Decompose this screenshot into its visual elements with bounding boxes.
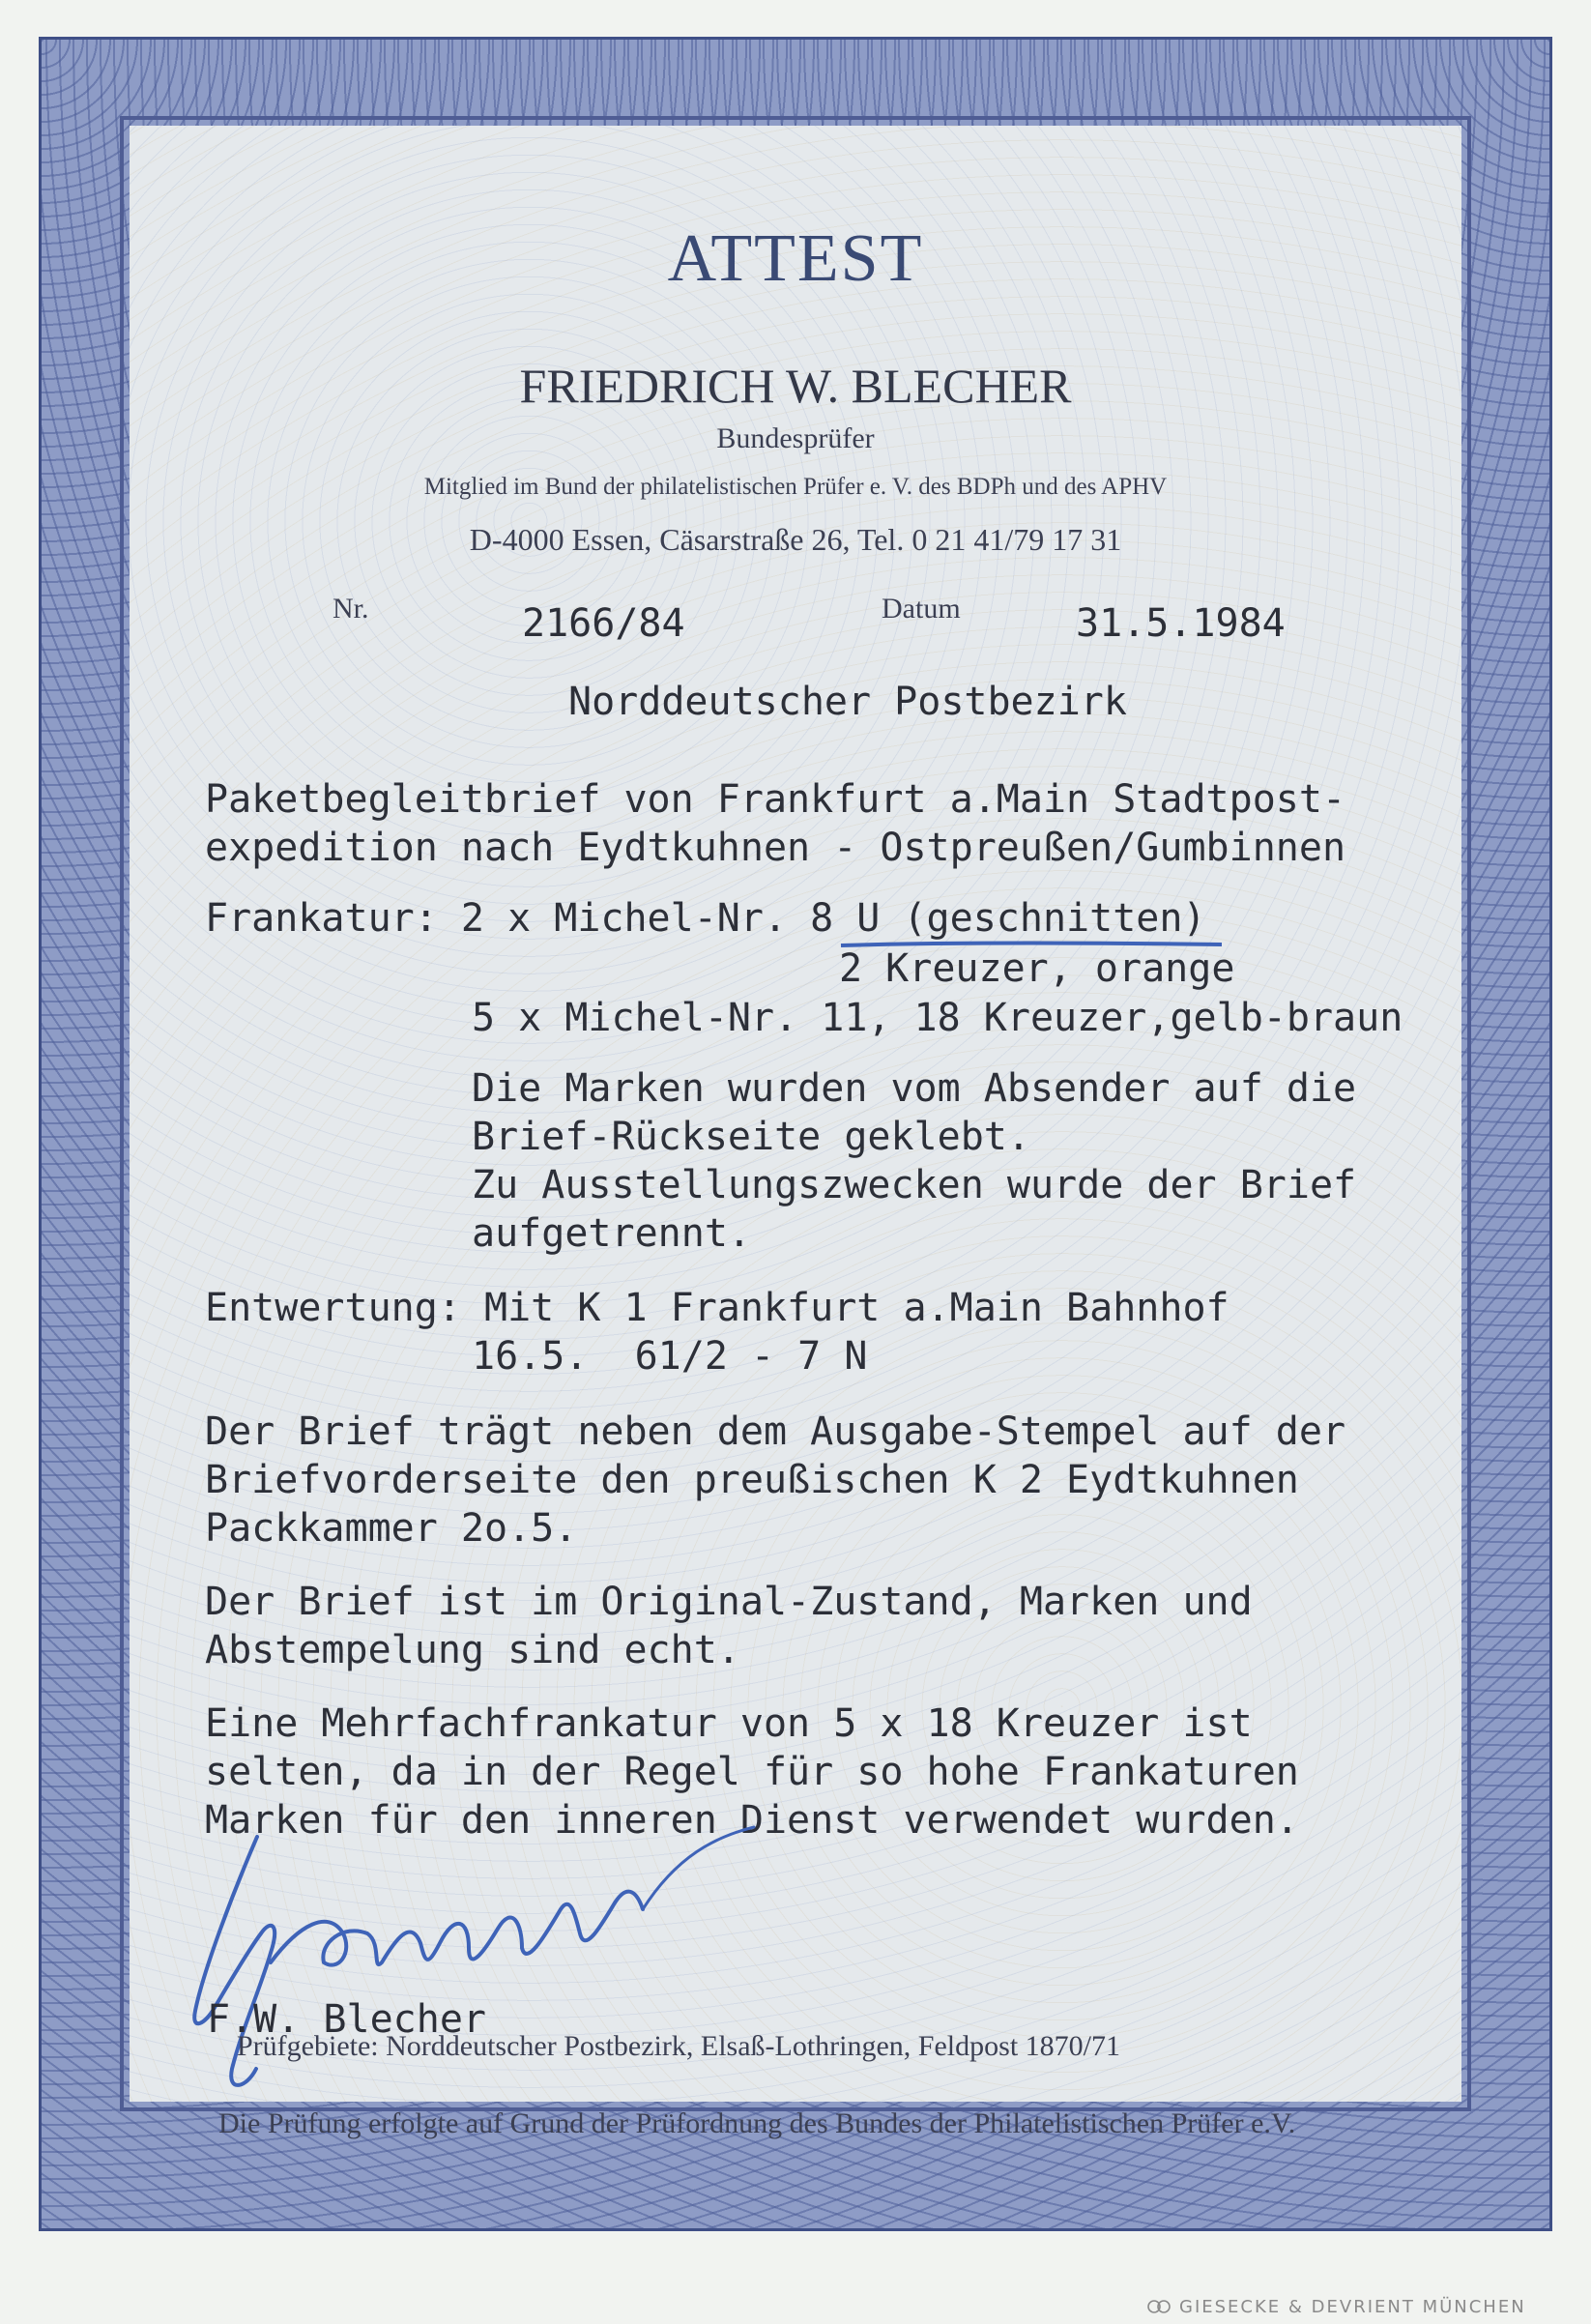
marks-note-line-1: Die Marken wurden vom Absender auf die	[472, 1066, 1357, 1111]
handwritten-signature	[174, 1817, 793, 2107]
address-line: D-4000 Essen, Cäsarstraße 26, Tel. 0 21 41/79 17 31	[469, 522, 1122, 557]
rarity-line-3: Marken für den inneren Dienst verwendet wurden.	[205, 1798, 1299, 1843]
franking-line-1: Frankatur: 2 x Michel-Nr. 8 U (geschnitten)	[205, 896, 1206, 941]
franking-line-2: 2 Kreuzer, orange	[839, 946, 1235, 991]
description-line-1: Paketbegleitbrief von Frankfurt a.Main Stadtpost-	[205, 777, 1346, 822]
front-note-line-2: Briefvorderseite den preußischen K 2 Eydtkuhnen	[205, 1458, 1299, 1502]
signature-name: F.W. Blecher	[207, 1997, 486, 2042]
cancellation-line-2: 16.5. 61/2 - 7 N	[472, 1334, 868, 1379]
marks-note-line-2: Brief-Rückseite geklebt.	[472, 1115, 1030, 1159]
examiner-name: FRIEDRICH W. BLECHER	[519, 359, 1072, 413]
certificate-title: ATTEST	[667, 221, 924, 296]
franking-line-3: 5 x Michel-Nr. 11, 18 Kreuzer,gelb-braun	[472, 996, 1403, 1040]
marks-note-line-3: Zu Ausstellungszwecken wurde der Brief	[472, 1163, 1357, 1207]
rarity-line-2: selten, da in der Regel für so hohe Frankaturen	[205, 1750, 1299, 1794]
marks-note-line-4: aufgetrennt.	[472, 1211, 751, 1256]
condition-line-2: Abstempelung sind echt.	[205, 1628, 740, 1672]
nr-value: 2166/84	[522, 601, 685, 646]
condition-line-1: Der Brief ist im Original-Zustand, Marken und	[205, 1580, 1253, 1624]
date-label: Datum	[882, 593, 961, 625]
membership-line: Mitglied im Bund der philatelistischen Prüfer e. V. des BDPh und des APHV	[423, 474, 1168, 500]
front-note-line-3: Packkammer 2o.5.	[205, 1506, 578, 1551]
examiner-role: Bundesprüfer	[716, 422, 875, 454]
front-note-line-1: Der Brief trägt neben dem Ausgabe-Stempel auf der	[205, 1409, 1346, 1454]
examination-basis: Die Prüfung erfolgte auf Grund der Prüfordnung des Bundes der Philatelistischen Prüfer e.V.	[218, 2107, 1296, 2139]
cancellation-line-1: Entwertung: Mit K 1 Frankfurt a.Main Bahnhof	[205, 1286, 1229, 1330]
printer-logo-icon	[1146, 2299, 1172, 2314]
rarity-line-1: Eine Mehrfachfrankatur von 5 x 18 Kreuzer ist	[205, 1701, 1253, 1746]
examination-areas: Prüfgebiete: Norddeutscher Postbezirk, Elsaß-Lothringen, Feldpost 1870/71	[237, 2030, 1120, 2062]
postal-district: Norddeutscher Postbezirk	[568, 680, 1127, 724]
description-line-2: expedition nach Eydtkuhnen - Ostpreußen/Gumbinnen	[205, 826, 1346, 870]
nr-label: Nr.	[333, 593, 369, 625]
printer-imprint: GIESECKE & DEVRIENT MÜNCHEN	[1179, 2297, 1526, 2317]
date-value: 31.5.1984	[1076, 601, 1286, 646]
